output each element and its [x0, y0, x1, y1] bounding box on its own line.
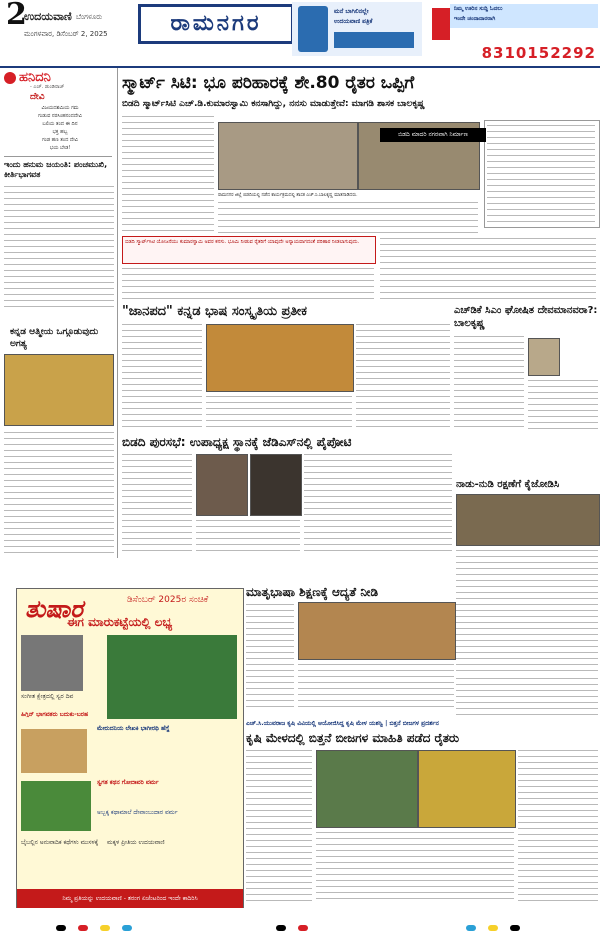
left-mini-body	[4, 430, 114, 556]
nadu-headline: ನಾಡು-ನುಡಿ ರಕ್ಷಣೆಗೆ ಕೈಜೋಡಿಸಿ	[456, 479, 560, 490]
agri-headline: ಕೃಷಿ ಮೇಳದಲ್ಲಿ ಬಿತ್ತನೆ ಬೀಜಗಳ ಮಾಹಿತಿ ಪಡೆದ ರೈತರು	[246, 731, 460, 745]
nadu-body	[456, 548, 598, 672]
lead-side-column	[484, 120, 600, 228]
hdk-photo	[528, 338, 560, 376]
advert-right-line-2: ಇಂದೇ ಚಂದಾದಾರರಾಗಿ	[454, 16, 496, 22]
poem-title: ದೇವಿ	[30, 92, 45, 102]
janapada-body-2	[206, 394, 352, 430]
tushara-item-5: ಅಬ್ಬಕ್ಕ ಕಥಾಮಾಲೆ ದೇವಾಂಬುದಾರ ವರ್ಮ	[97, 809, 178, 816]
print-registration-marks	[0, 908, 600, 928]
advert-subscription[interactable]	[292, 2, 422, 56]
tushara-item-2: ಹಿಗ್ಗಿನ್ ಭಾಗವತರು ಬದುಕು-ಬರಹ	[21, 711, 89, 718]
agri-body-3	[518, 748, 598, 904]
agri-body-1	[246, 748, 312, 904]
lead-continuation	[380, 236, 596, 300]
left-story-body	[4, 184, 114, 312]
tushara-item-1: ಸಂಗೀತ ಕ್ಷೇತ್ರದಲ್ಲಿ ಸ್ವರ ದಿವ	[21, 693, 74, 700]
mt-body-2	[298, 662, 454, 712]
masthead-rule	[0, 66, 600, 68]
left-story-headline: ಇಂದು ಹನುಮ ಜಯಂತಿ: ಪಂಚಮುಖಿ, ಕೀರ್ತಿಭಾಗವತ	[4, 160, 108, 179]
election-body-1	[122, 452, 192, 556]
pull-quote: ಬಿಡದಿ ಸ್ಮಾರ್ಟ್‌ಸಿಟಿ ಯೋಜನೆಯು ಕುಮಾರಸ್ವಾಮಿ ಅವರ ಕನಸು. ಭೂಮಿ ನೀಡುವ ರೈತರಿಗೆ ಯಾವುದೇ ಅನ್ಯಾಯವಾಗದಂತೆ ಪರಿಹಾರ ನೀಡಲಾಗುವುದು.	[122, 236, 376, 264]
tushara-item-3: ಮೇರುದನಿಯ ಲೇಖಕಿ ಭಾಗೀರಥಿ ಹೆಗ್ಡೆ	[97, 725, 170, 732]
janapada-body-1	[122, 322, 202, 430]
left-photo	[4, 354, 114, 426]
hdk-body-2	[528, 378, 598, 430]
portrait-1	[21, 635, 83, 691]
lead-body-col1	[122, 114, 214, 234]
mt-photo	[298, 602, 456, 660]
advert-line-1: ಮನೆ ಬಾಗಿಲಿನಲ್ಲೇ	[334, 8, 369, 15]
advert-contact[interactable]	[430, 2, 598, 64]
tushara-item-4: ಸ್ವಗತ ಕಥನ ಗೋದಾವರಿ ವರ್ಮ	[97, 779, 159, 786]
lead-body-col3	[122, 266, 374, 300]
agri-photo-2	[418, 750, 516, 828]
janapada-headline: "ಜಾನಪದ" ಕನ್ನಡ ಭಾಷ ಸಂಸ್ಕೃತಿಯ ಪ್ರತೀಕ	[122, 304, 307, 319]
poem: ವಿಜಯದಶಮಿಯ ಗಮ ಗುಡುವ ನರಸಿಂಹನಂದದೇವಿ ಬಲಿಯ ತಂದ ಈ ದಿನ ಭಕ್ತ ಹಬ್ಬ ಗಂಡ ಹಣ ತಂದ ದೇವಿ ಭಯ ಬೇಡ!	[38, 105, 82, 151]
election-body-2	[196, 518, 300, 556]
section-title: ರಾಮನಗರ	[138, 4, 294, 44]
edition: ಬೆಂಗಳೂರು	[76, 13, 103, 21]
tushara-footer: ನಿಮ್ಮ ಪ್ರತಿಯನ್ನು ಉದಯವಾಣಿ - ತರಂಗ ಏಜೆಂಟರಿಂದ ಇಂದೇ ಕಾದಿರಿಸಿ	[17, 889, 243, 909]
tushara-logo: ತುಷಾರ	[25, 595, 83, 623]
lead-photo	[218, 122, 358, 190]
portrait-2	[21, 729, 87, 773]
paper-name: ಉದಯವಾಣಿ	[24, 10, 72, 23]
hdk-headline: ಎಚ್‌ಡಿಕೆ ಸಿಎಂ ಘೋಷಿತ ದೇವಮಾನವರಾ?: ಬಾಲಕೃಷ್ಣ	[454, 305, 598, 329]
tushara-item-6: ಬೈಬಲ್ಲಿನ ಅನುವಾದಿಕ ಕಥೆಗಳು ಮುಸಳಕ್ಕೆ	[21, 839, 99, 846]
bidadi-box-title: ಬಿಡದಿ ಮಾದರಿ ನಗರವಾಗಿ ನಿರ್ಮಾಣ	[380, 128, 486, 142]
botanical-illustration	[21, 781, 91, 831]
honey-dani-label: ಹನಿದನಿ	[4, 70, 51, 85]
date: ಮಂಗಳವಾರ, ಡಿಸೆಂಬರ್ 2, 2025	[24, 30, 108, 38]
lead-subhead: ಬಿಡದಿ ಸ್ಮಾರ್ಟ್‌ಸಿಟಿ ಎಚ್.ಡಿ.ಕುಮಾರಸ್ವಾಮಿ ಕನಸಾಗಿದ್ದು, ನನಸು ಮಾಡುತ್ತೇವೆ: ಮಾಗಡಿ ಶಾಸಕ ಬಾಲಕೃಷ್ಣ	[122, 99, 425, 109]
lead-body-col2	[218, 200, 478, 234]
phone-number[interactable]: 8310152292	[481, 44, 596, 62]
agri-photo-1	[316, 750, 418, 828]
janapada-photo	[206, 324, 354, 392]
tushara-item-7: ಮಕ್ಕಳ ಪ್ರೀತಿಯ ಉದಯವಾಣಿ	[107, 839, 165, 846]
mother-tongue-headline: ಮಾತೃಭಾಷಾ ಶಿಕ್ಷಣಕ್ಕೆ ಆದ್ಯತೆ ನೀಡಿ	[246, 585, 379, 599]
lead-caption: ರಾಮನಗರ ಜಿಲ್ಲೆ ಬಿಡದಿಯಲ್ಲಿ ನಡೆದ ಕಾರ್ಯಕ್ರಮದಲ್ಲಿ ಶಾಸಕ ಎಚ್.ಸಿ.ಬಾಲಕೃಷ್ಣ ಮಾತನಾಡಿದರು.	[218, 193, 358, 198]
tushara-tagline: ಈಗ ಮಾರುಕಟ್ಟೆಯಲ್ಲಿ ಲಭ್ಯ	[67, 615, 173, 629]
page-number: 2	[6, 0, 27, 32]
candidate-photo-2	[250, 454, 302, 516]
honey-byline: - ಎಚ್. ಡುಂಡಿರಾಜ್	[30, 84, 65, 90]
agri-kicker: ಎಚ್.ಸಿ.ಯುವರಾಜ ಕೃಷಿ ವಿವಿಯಲ್ಲಿ ಆಯೋಜಿಸಿದ್ದ ಕೃಷಿ ಮೇಳ ಯಶಸ್ವಿ | ಬಿತ್ತನೆ ಬೀಜಗಳ ಪ್ರದರ್ಶನ	[246, 720, 439, 727]
tushara-issue: ಡಿಸೆಂಬರ್ 2025ರ ಸಂಚಿಕೆ	[127, 595, 209, 605]
advert-line-2: ಉದಯವಾಣಿ ಪತ್ರಿಕೆ	[334, 18, 373, 25]
nadu-photo	[456, 494, 600, 546]
hdk-body-1	[454, 334, 524, 430]
left-mini-headline: ಕನ್ನಡ ಆತ್ಮೀಯ ಒಗ್ಗೂಡುವುದು ಅಗತ್ಯ	[10, 327, 99, 349]
election-body-3	[304, 452, 452, 556]
tushara-advert[interactable]	[16, 588, 244, 910]
magazine-cover	[107, 635, 237, 719]
agri-body-2	[316, 830, 514, 904]
janapada-body-3	[356, 322, 450, 430]
bidadi-election-headline: ಬಿಡದಿ ಪುರಸಭೆ: ಉಪಾಧ್ಯಕ್ಷ ಸ್ಥಾನಕ್ಕೆ ಜೆಡಿಎಸ್‌ನಲ್ಲಿ ಪೈಪೋಟಿ	[122, 435, 352, 449]
divider	[4, 156, 112, 157]
mt-body-3	[456, 676, 598, 716]
lead-headline: ಸ್ಮಾರ್ಟ್‌ ಸಿಟಿ: ಭೂ ಪರಿಹಾರಕ್ಕೆ ಶೇ.80 ರೈತರ ಒಪ್ಪಿಗೆ	[122, 73, 415, 93]
masthead	[0, 0, 600, 66]
mt-body-1	[246, 602, 294, 712]
column-divider	[117, 68, 118, 558]
advert-right-line-1: ನಿಮ್ಮ ಊರಿನ ಸುದ್ದಿ ಓದಲು	[454, 6, 503, 12]
candidate-photo-1	[196, 454, 248, 516]
